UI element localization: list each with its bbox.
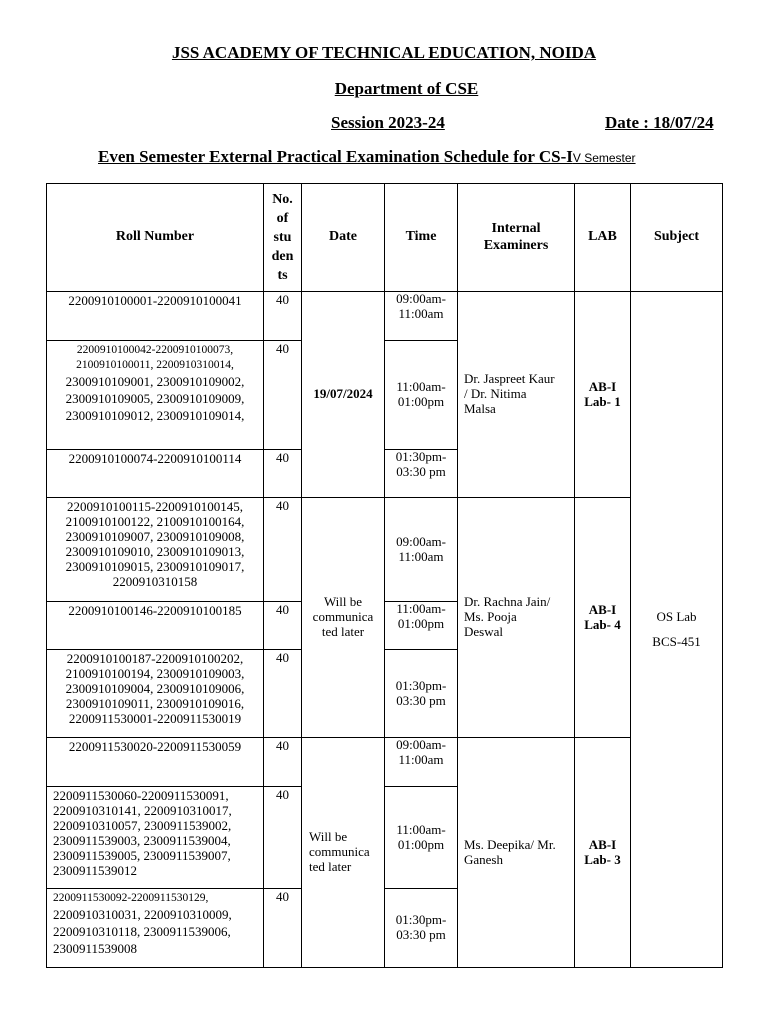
document-date: Date : 18/07/24: [605, 113, 714, 132]
student-count-cell: 40: [264, 602, 302, 650]
roll-number-cell: [47, 650, 264, 738]
roll-line: 2300911539003, 2300911539004,: [53, 832, 231, 848]
roll-line: 2300910109012, 2300910109014,: [65, 408, 245, 423]
time-line: 01:30pm-: [395, 449, 447, 464]
table-row: [47, 738, 723, 787]
header-date: Date: [302, 184, 385, 292]
roll-line: 2200910100115-2200910100145,: [66, 499, 244, 514]
roll-line: 2200911530001-2200911530019: [68, 710, 242, 726]
time-slot-cell: [385, 602, 458, 650]
time-line: 01:30pm-: [395, 912, 447, 928]
schedule-title: [98, 147, 636, 167]
time-line: 09:00am-: [396, 737, 446, 752]
time-line: 11:00am-: [396, 601, 446, 616]
schedule-title-suffix: V Semester: [572, 151, 636, 165]
lab-line: AB-I: [588, 836, 617, 852]
time-line: 09:00am-: [396, 533, 446, 549]
time-slot-cell: [385, 650, 458, 738]
time-line: 11:00am: [398, 751, 444, 767]
time-slot-cell: [385, 341, 458, 450]
time-line: 01:30pm-: [395, 677, 447, 693]
roll-line: 2300911539005, 2300911539007,: [53, 847, 231, 863]
roll-line: 2200911530020-2200911530059: [68, 739, 242, 754]
time-line: 11:00am: [398, 548, 444, 564]
examiners-cell: [458, 738, 575, 968]
student-count-cell: 40: [264, 889, 302, 968]
header-row: [47, 184, 723, 292]
time-slot-cell: [385, 450, 458, 498]
roll-line: 2300910109007, 2300910109008,: [65, 528, 245, 544]
roll-number-cell: [47, 292, 264, 341]
student-count-cell: 40: [264, 650, 302, 738]
lab-cell: [575, 738, 631, 968]
roll-line: 2200910310031, 2200910310009,: [53, 907, 232, 922]
roll-line: 2300910109004, 2300910109006,: [65, 680, 245, 696]
schedule-title-main: Even Semester External Practical Examination Schedule for CS-I: [98, 147, 573, 166]
date-line: ted later: [309, 858, 352, 874]
header-subject: Subject: [631, 184, 723, 292]
roll-line: 2200910310057, 2300911539002,: [53, 817, 232, 833]
time-line: 11:00am: [398, 305, 444, 321]
roll-number-cell: [47, 498, 264, 602]
roll-line: 2100910100194, 2300910109003,: [65, 665, 245, 681]
examiner-line: Ganesh: [464, 851, 503, 867]
header-count-line: ts: [277, 268, 288, 283]
roll-line: 2200910100001-2200910100041: [68, 293, 242, 308]
header-student-count: [264, 184, 302, 292]
roll-line: 2200910310141, 2200910310017,: [53, 802, 232, 818]
institution-title: JSS ACADEMY OF TECHNICAL EDUCATION, NOIDA: [171, 43, 597, 62]
header-count-line: of: [276, 211, 289, 226]
roll-number-cell: [47, 602, 264, 650]
examiners-cell: [458, 292, 575, 498]
table-row: [47, 292, 723, 341]
lab-cell: [575, 498, 631, 738]
subject-name: OS Lab: [656, 608, 697, 624]
lab-line: AB-I: [588, 601, 617, 617]
time-line: 01:00pm: [397, 615, 445, 631]
roll-line: 2300910109005, 2300910109009,: [65, 391, 245, 406]
time-line: 03:30 pm: [396, 692, 446, 708]
exam-date-cell: [302, 498, 385, 738]
roll-line: 2200910100146-2200910100185: [68, 603, 242, 618]
time-line: 11:00am-: [396, 821, 446, 837]
header-examiners-line: Examiners: [483, 237, 549, 253]
time-slot-cell: [385, 498, 458, 602]
examiner-line: Dr. Rachna Jain/: [464, 594, 551, 610]
header-time: Time: [385, 184, 458, 292]
student-count-cell: 40: [264, 450, 302, 498]
roll-number-cell: [47, 889, 264, 968]
examiner-line: Dr. Jaspreet Kaur: [464, 371, 555, 387]
time-line: 09:00am-: [396, 291, 446, 306]
time-line: 01:00pm: [397, 394, 445, 409]
roll-line: 2200910310118, 2300911539006,: [53, 924, 231, 939]
roll-number-cell: [47, 450, 264, 498]
header-count-line: den: [271, 249, 294, 264]
roll-line: 2100910100011, 2200910310014,: [76, 359, 234, 371]
header-examiners: [458, 184, 575, 292]
student-count-cell: 40: [264, 738, 302, 787]
time-line: 11:00am-: [396, 379, 446, 395]
roll-line: 2300910109011, 2300910109016,: [65, 695, 245, 711]
roll-line: 2200910100074-2200910100114: [68, 451, 242, 466]
examiner-line: Ms. Deepika/ Mr.: [464, 836, 556, 852]
roll-line: 2300911539012: [53, 862, 138, 878]
roll-line: 2200911530060-2200911530091,: [53, 788, 229, 803]
lab-cell: [575, 292, 631, 498]
examiner-line: / Dr. Nitima: [464, 386, 527, 402]
header-examiners-line: Internal: [491, 221, 541, 237]
table-row: [47, 498, 723, 602]
header-count-line: stu: [273, 230, 292, 245]
header-count-line: No.: [272, 192, 293, 207]
student-count-cell: 40: [264, 292, 302, 341]
date-line: Will be: [323, 594, 363, 610]
examiner-line: Deswal: [464, 623, 503, 639]
roll-line: 2200910310158: [112, 573, 198, 589]
department-title: Department of CSE: [334, 79, 479, 98]
roll-line: 2300910109001, 2300910109002,: [65, 374, 245, 389]
date-line: Will be: [309, 829, 348, 845]
lab-line: Lab- 1: [584, 393, 621, 409]
time-slot-cell: [385, 738, 458, 787]
roll-line: 2200910100042-2200910100073,: [76, 344, 234, 356]
date-line: communica: [312, 609, 374, 625]
session-label: Session 2023-24: [331, 113, 445, 132]
roll-line: 2300911539008: [53, 941, 138, 956]
student-count-cell: 40: [264, 498, 302, 602]
examiners-cell: [458, 498, 575, 738]
roll-line: 2200910100187-2200910100202,: [66, 651, 244, 666]
time-slot-cell: [385, 787, 458, 889]
roll-line: 2200911530092-2200911530129,: [53, 892, 209, 904]
student-count-cell: 40: [264, 341, 302, 450]
header-lab: LAB: [575, 184, 631, 292]
time-line: 03:30 pm: [396, 927, 446, 942]
time-line: 03:30 pm: [396, 463, 446, 479]
time-line: 01:00pm: [397, 836, 445, 852]
roll-line: 2300910109015, 2300910109017,: [65, 558, 245, 574]
roll-line: 2300910109010, 2300910109013,: [65, 543, 245, 559]
examiner-line: Malsa: [464, 400, 496, 416]
examiner-line: Ms. Pooja: [464, 609, 517, 625]
time-slot-cell: [385, 292, 458, 341]
subject-code: BCS-451: [652, 633, 701, 649]
exam-schedule-table: [46, 183, 723, 968]
header-roll-number: Roll Number: [47, 184, 264, 292]
lab-line: Lab- 3: [584, 851, 621, 867]
subject-cell: [631, 292, 723, 968]
date-line: ted later: [321, 623, 365, 639]
date-line: communica: [309, 844, 370, 860]
lab-line: AB-I: [588, 378, 617, 394]
time-slot-cell: [385, 889, 458, 968]
student-count-cell: 40: [264, 787, 302, 889]
roll-number-cell: [47, 341, 264, 450]
exam-date-cell: [302, 738, 385, 968]
roll-number-cell: [47, 738, 264, 787]
roll-line: 2100910100122, 2100910100164,: [65, 513, 245, 529]
lab-line: Lab- 4: [584, 616, 621, 632]
roll-number-cell: [47, 787, 264, 889]
exam-date-cell: 19/07/2024: [302, 292, 385, 498]
